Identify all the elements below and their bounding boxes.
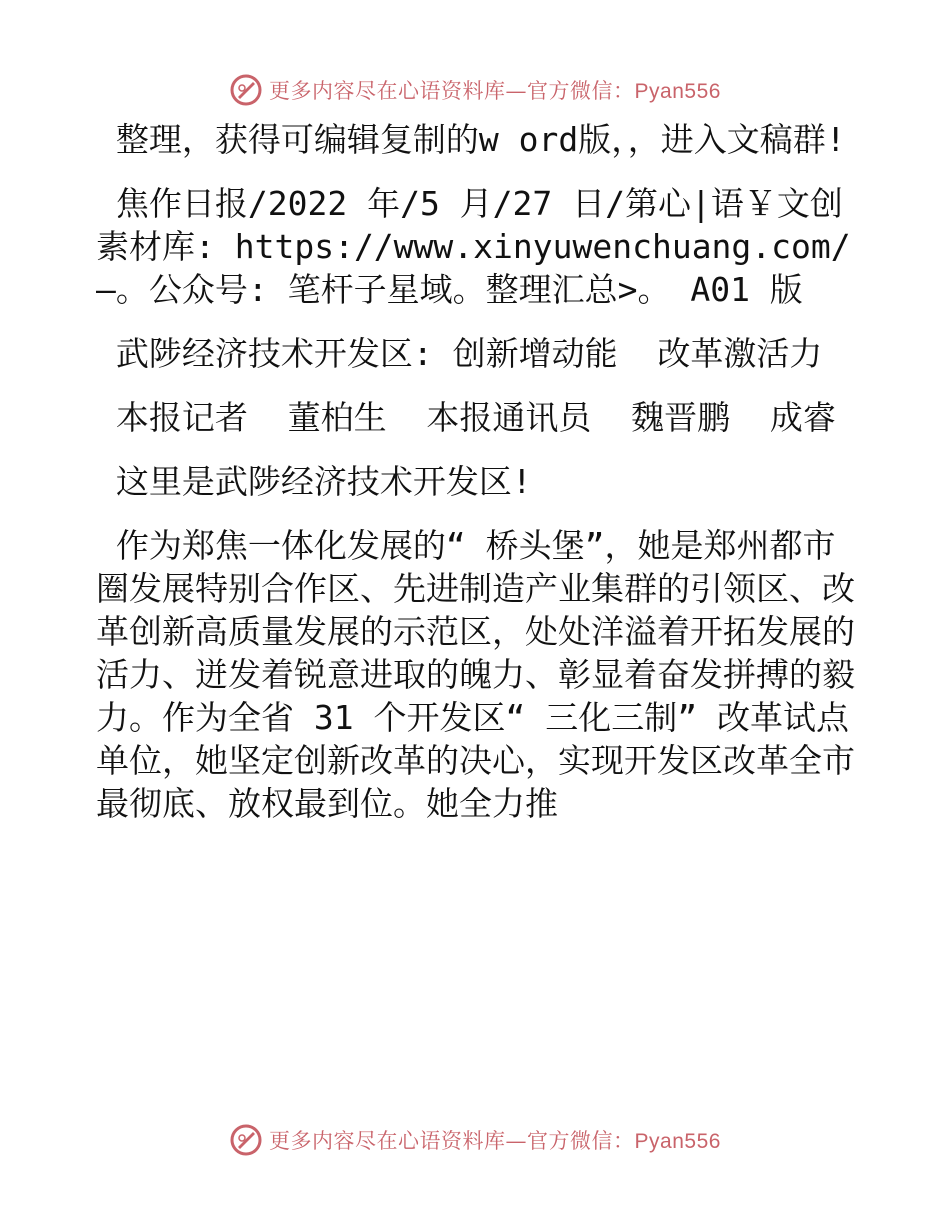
footer-watermark-banner xyxy=(0,1120,950,1160)
paragraph-body: 作为郑焦一体化发展的“ 桥头堡”，她是郑州都市圈发展特别合作区、先进制造产业集群的引领区、改革创新高质量发展的示范区，处处洋溢着开拓发展的活力、迸发着锐意进取的魄力、彰显着奋发拼搏的毅力。作为全省 31 个开发区“ 三化三制” 改革试点单位，她坚定创新改革的决心，实现开发区改革全市最彻底、放权最到位。她全力推 xyxy=(96,526,855,823)
paragraph-intro: 整理，获得可编辑复制的w ord版，，进入文稿群! xyxy=(96,120,846,159)
article-title: 武陟经济技术开发区: 创新增动能 改革激活力 xyxy=(96,334,823,373)
article-byline: 本报记者 董柏生 本报通讯员 魏晋鹏 成睿 xyxy=(96,398,836,437)
document-body xyxy=(96,118,856,846)
quill-logo-icon xyxy=(229,73,263,107)
banner-text: 更多内容尽在心语资料库—官方微信：Pyan556 xyxy=(269,79,721,103)
paragraph-lead: 这里是武陟经济技术开发区! xyxy=(96,462,532,501)
quill-logo-icon xyxy=(229,1123,263,1157)
paragraph-source: 焦作日报/2022 年/5 月/27 日/第心|语￥文创素材库: https://www.xinyuwenchuang.com/—。公众号: 笔杆子星域。整理汇总>。 A01 版 xyxy=(96,184,851,309)
banner-text: 更多内容尽在心语资料库—官方微信：Pyan556 xyxy=(269,1129,721,1153)
header-watermark-banner xyxy=(0,70,950,110)
